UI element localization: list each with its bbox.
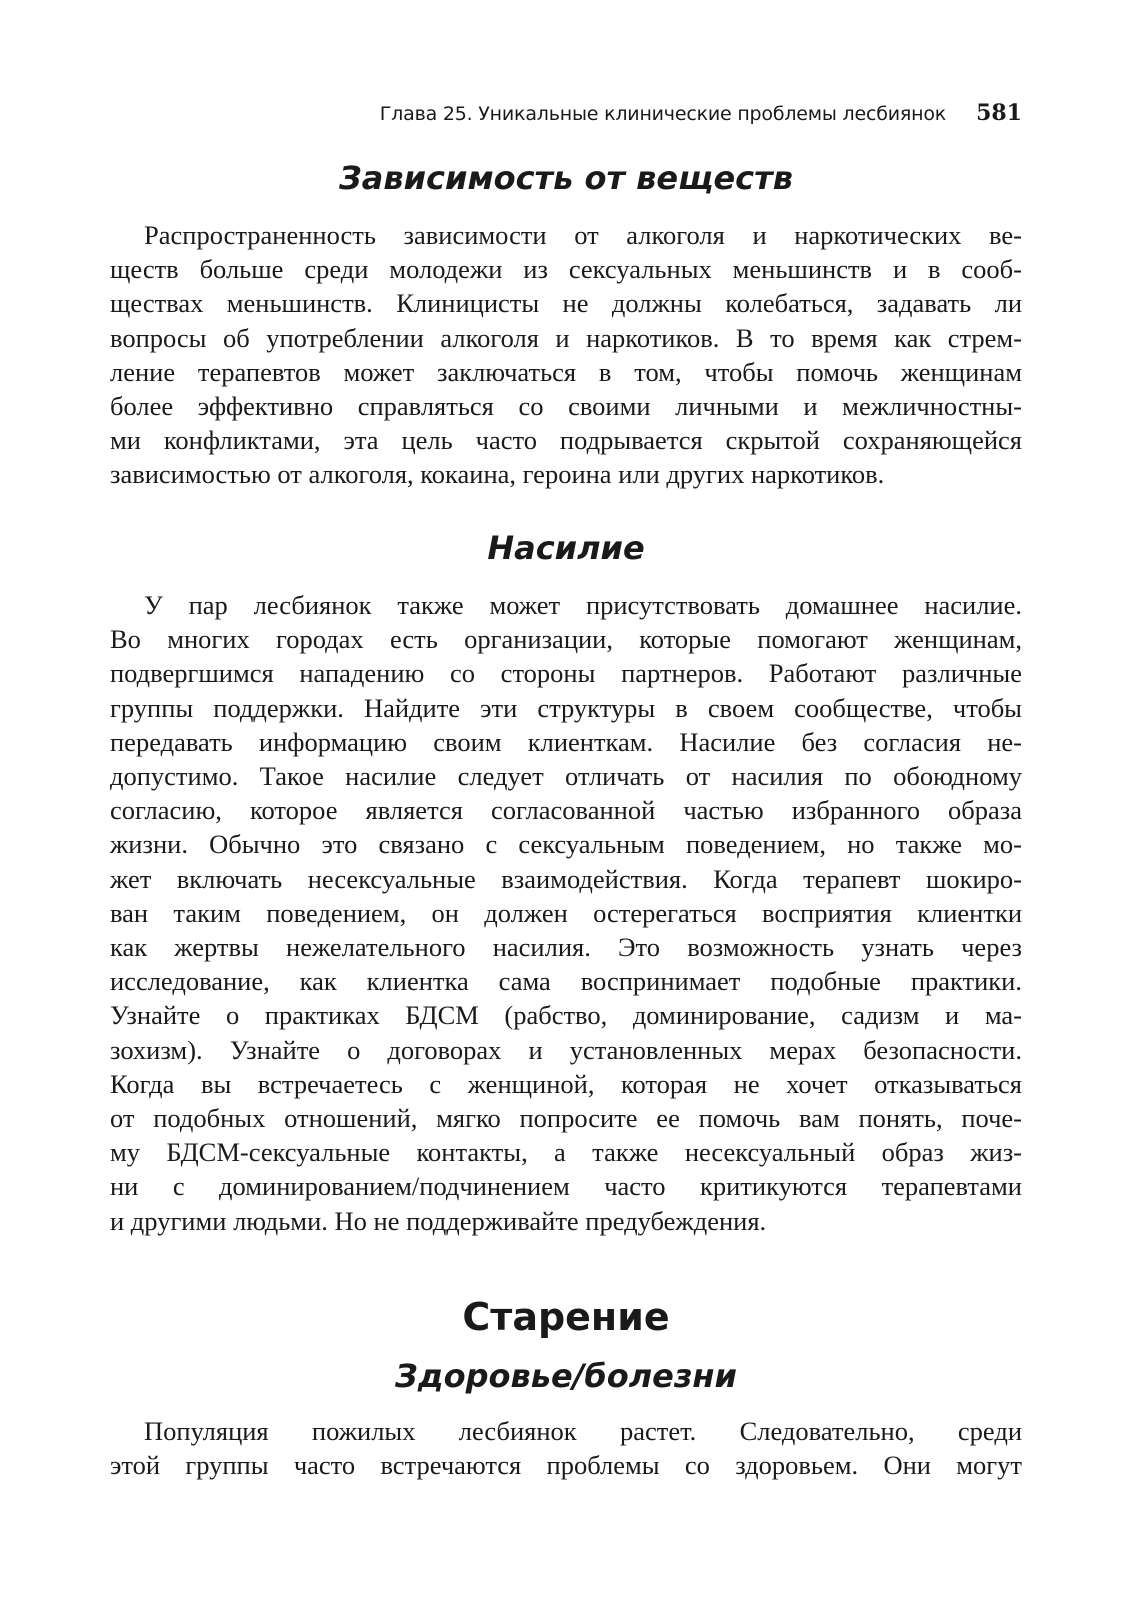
paragraph	[110, 218, 1022, 492]
text-line: Во многих городах есть организации, которые помогают женщинам,	[110, 624, 1022, 655]
text-line: допустимо. Такое насилие следует отличать от насилия по обоюдному	[110, 761, 1022, 792]
text-line: и другими людьми. Но не поддерживайте предубеждения.	[110, 1205, 767, 1236]
text-line: от подобных отношений, мягко попросите ее помочь вам понять, поче-	[110, 1103, 1022, 1134]
section-heading: Насилие	[487, 529, 645, 567]
text-line: Популяция пожилых лесбиянок растет. Следовательно, среди	[144, 1416, 1022, 1446]
text-line: жет включать несексуальные взаимодействия. Когда терапевт шокиро-	[110, 863, 1022, 894]
text-line: ление терапевтов может заключаться в том, чтобы помочь женщинам	[110, 356, 1022, 387]
text-line: Когда вы встречаетесь с женщиной, которая не хочет отказываться	[110, 1068, 1022, 1099]
text-line: этой группы часто встречаются проблемы со здоровьем. Они могут	[110, 1450, 1022, 1481]
text-line: У пар лесбиянок также может присутствовать домашнее насилие.	[144, 590, 1022, 620]
page-number: 581	[976, 100, 1022, 126]
text-line: ни с доминированием/подчинением часто критикуются терапевтами	[110, 1171, 1022, 1202]
paragraph	[110, 588, 1022, 1238]
section-heading: Здоровье/болезни	[395, 1357, 737, 1395]
text-line: передавать информацию своим клиенткам. Насилие без согласия не-	[110, 726, 1022, 757]
text-line: согласию, которое является согласованной частью избранного образа	[110, 795, 1022, 826]
text-line: более эффективно справляться со своими личными и межличностны-	[110, 391, 1022, 422]
section-substance-dependence	[110, 158, 1022, 492]
text-line: зависимостью от алкоголя, кокаина, героина или других наркотиков.	[110, 459, 885, 490]
section-heading: Зависимость от веществ	[339, 159, 793, 197]
text-line: ми конфликтами, эта цель часто подрывается скрытой сохраняющейся	[110, 425, 1022, 456]
text-line: ществах меньшинств. Клиницисты не должны колебаться, задавать ли	[110, 288, 1022, 319]
running-head	[110, 100, 1022, 126]
paragraph	[110, 1414, 1022, 1482]
text-line: жизни. Обычно это связано с сексуальным поведением, но также мо-	[110, 829, 1022, 860]
section-aging	[110, 1294, 1022, 1482]
text-line: ществ больше среди молодежи из сексуальных меньшинств и в сооб-	[110, 254, 1022, 285]
text-line: зохизм). Узнайте о договорах и установленных мерах безопасности.	[110, 1034, 1022, 1065]
text-line: вопросы об употреблении алкоголя и наркотиков. В то время как стрем-	[110, 322, 1022, 353]
text-line: подвергшимся нападению со стороны партнеров. Работают различные	[110, 658, 1022, 689]
text-line: му БДСМ-сексуальные контакты, а также несексуальный образ жиз-	[110, 1137, 1022, 1168]
chapter-section-heading: Старение	[462, 1295, 670, 1339]
section-violence	[110, 528, 1022, 1238]
text-line: Узнайте о практиках БДСМ (рабство, доминирование, садизм и ма-	[110, 1000, 1022, 1031]
text-line: группы поддержки. Найдите эти структуры в своем сообществе, чтобы	[110, 692, 1022, 723]
book-page	[110, 0, 1022, 1600]
text-line: исследование, как клиентка сама воспринимает подобные практики.	[110, 966, 1022, 997]
text-line: Распространенность зависимости от алкоголя и наркотических ве-	[144, 220, 1022, 250]
text-line: ван таким поведением, он должен остерегаться восприятия клиентки	[110, 897, 1022, 928]
chapter-title: Глава 25. Уникальные клинические проблемы лесбиянок	[379, 103, 947, 125]
text-line: как жертвы нежелательного насилия. Это возможность узнать через	[110, 932, 1022, 963]
